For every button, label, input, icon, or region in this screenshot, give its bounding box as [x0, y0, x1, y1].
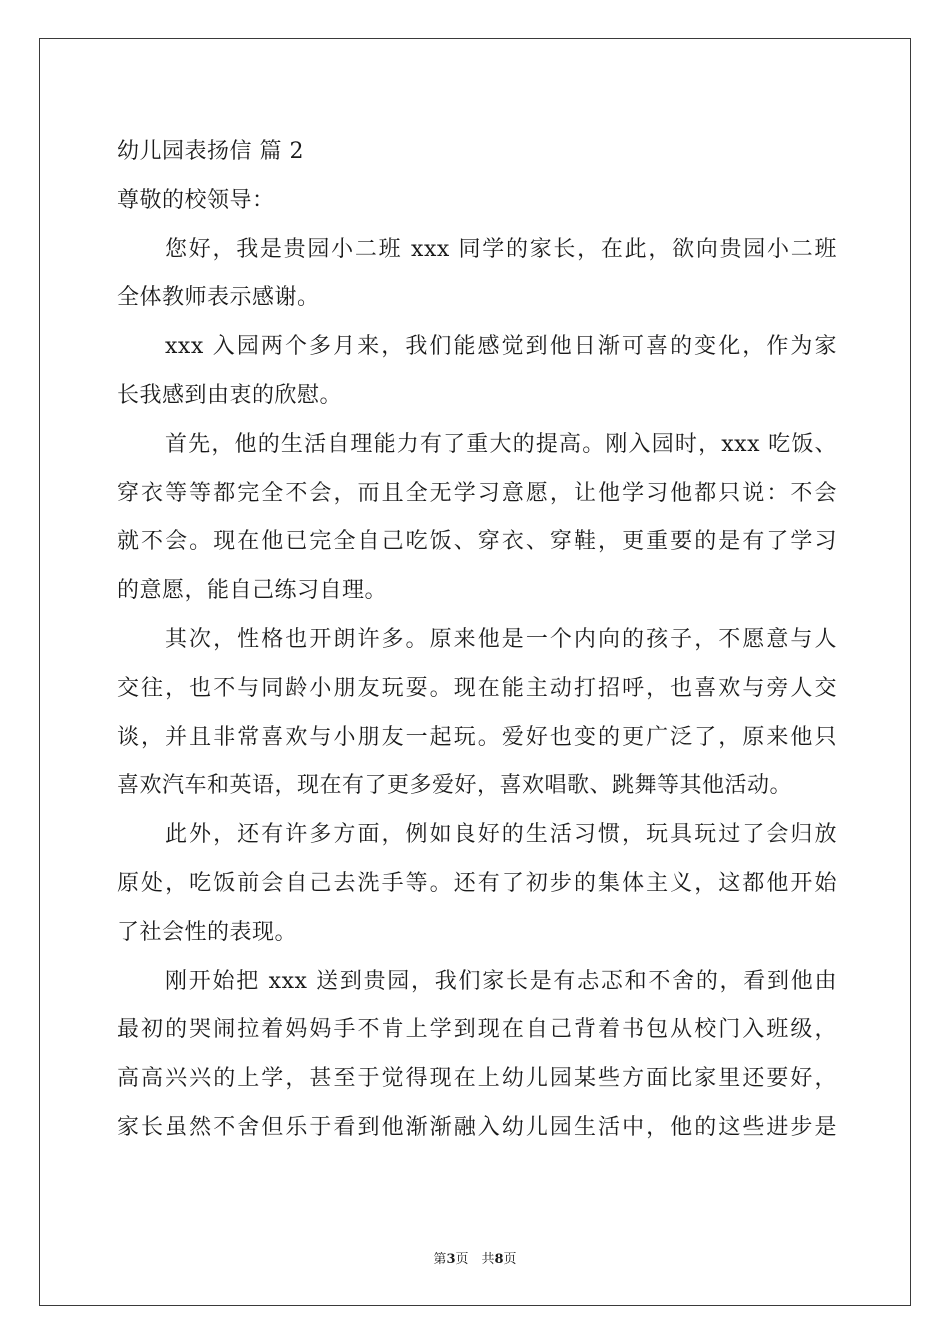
document-body — [117, 128, 837, 1153]
paragraph-line: 就不会。现在他已完全自己吃饭、穿衣、穿鞋，更重要的是有了学习 — [117, 529, 837, 555]
paragraph-line: xxx 入园两个多月来，我们能感觉到他日渐可喜的变化，作为家 — [165, 334, 837, 360]
page-label-mid: 页 共 — [455, 1252, 495, 1267]
page-footer — [0, 1248, 950, 1267]
paragraph-line: 您好，我是贵园小二班 xxx 同学的家长，在此，欲向贵园小二班 — [165, 236, 837, 262]
paragraph-line: 长我感到由衷的欣慰。 — [117, 382, 343, 408]
paragraph-line: 首先，他的生活自理能力有了重大的提高。刚入园时，xxx 吃饭、 — [165, 431, 837, 457]
page-label-suffix: 页 — [503, 1252, 517, 1267]
paragraph-line: 喜欢汽车和英语，现在有了更多爱好，喜欢唱歌、跳舞等其他活动。 — [117, 773, 793, 799]
paragraph-line: 的意愿，能自己练习自理。 — [117, 578, 388, 604]
paragraph-line: 家长虽然不舍但乐于看到他渐渐融入幼儿园生活中，他的这些进步是 — [117, 1114, 837, 1140]
paragraph-line: 穿衣等等都完全不会，而且全无学习意愿，让他学习他都只说：不会 — [117, 480, 837, 506]
paragraph-line: 谈，并且非常喜欢与小朋友一起玩。爱好也变的更广泛了，原来他只 — [117, 724, 837, 750]
document-title: 幼儿园表扬信 篇 2 — [117, 139, 304, 164]
salutation: 尊敬的校领导： — [117, 187, 275, 213]
paragraph-line: 其次，性格也开朗许多。原来他是一个内向的孩子，不愿意与人 — [165, 626, 837, 652]
paragraph-line: 全体教师表示感谢。 — [117, 285, 320, 311]
page-number: 3 — [446, 1252, 456, 1267]
paragraph-line: 原处，吃饭前会自己去洗手等。还有了初步的集体主义，这都他开始 — [117, 870, 837, 896]
paragraph-line: 刚开始把 xxx 送到贵园，我们家长是有忐忑和不舍的，看到他由 — [165, 968, 837, 994]
paragraph-line: 交往，也不与同龄小朋友玩耍。现在能主动打招呼，也喜欢与旁人交 — [117, 675, 837, 701]
paragraph-line: 最初的哭闹拉着妈妈手不肯上学到现在自己背着书包从校门入班级， — [117, 1017, 837, 1043]
page-label-prefix: 第 — [433, 1252, 447, 1267]
paragraph-line: 高高兴兴的上学，甚至于觉得现在上幼儿园某些方面比家里还要好， — [117, 1066, 837, 1092]
paragraph-line: 了社会性的表现。 — [117, 919, 298, 945]
paragraph-line: 此外，还有许多方面，例如良好的生活习惯，玩具玩过了会归放 — [165, 822, 837, 848]
page-total: 8 — [494, 1252, 504, 1267]
